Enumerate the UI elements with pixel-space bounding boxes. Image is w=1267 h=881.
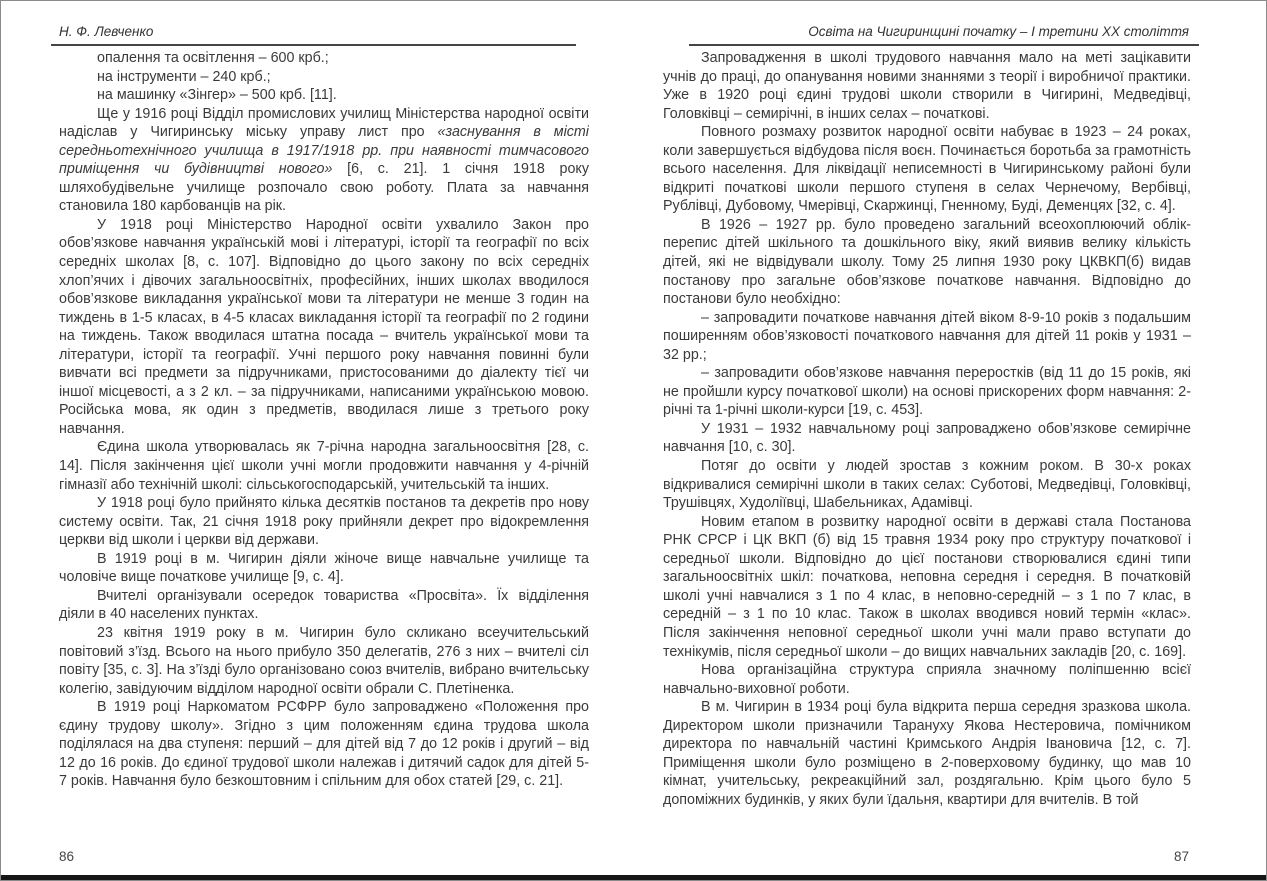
page-number-right: 87	[1173, 849, 1189, 864]
running-header-author: Н. Ф. Левченко	[59, 24, 154, 39]
page-number-left: 86	[59, 849, 75, 864]
paragraph: Повного розмаху розвиток народної освіти набуває в 1923 – 24 роках, коли завершується відбудова після воєн. Починається боротьба за грамотність всього населення. Для ліквідації неписемності в Чигиринському районі були відкриті початкові школи першого ступеня в селах Чернечому, Вербівці, Рублівці, Дубовому, Чмерівці, Скаржинці, Гненному, Буді, Деменцях [32, с. 4].	[663, 124, 1191, 215]
paragraph: – запровадити обов’язкове навчання переростків (від 11 до 15 років, які не пройшли курсу початкової школи) на основі прискорених форм навчання: 2-річні та 1-річні школи-курси [19, с. 453].	[663, 365, 1191, 419]
cost-list-line: на машинку «Зінгер» – 500 крб. [11].	[97, 87, 337, 104]
paragraph: Запровадження в школі трудового навчання мало на меті зацікавити учнів до праці, до опанування новими знаннями з теорії і виробничої практики. Уже в 1920 році єдині трудові школи створили в Чигирині, Медведівці, Головківці – семирічні, в інших селах – початкові.	[663, 50, 1191, 122]
paragraph: У 1931 – 1932 навчальному році запроваджено обов’язкове семирічне навчання [10, с. 30].	[663, 420, 1191, 456]
paragraph: 23 квітня 1919 року в м. Чигирин було скликано всеучительський повітовий з’їзд. Всього на нього прибуло 350 делегатів, 276 з них – вчителі сіл повіту [35, с. 3]. На з’їзді було організовано союз вчителів, вибрано вчительську колегію, завідуючим відділом народної освіти обрали С. Плетіненка.	[59, 624, 589, 697]
paragraph: У 1918 році Міністерство Народної освіти ухвалило Закон про обов’язкове навчання українській мові і літературі, історії та географії по всіх середніх школах [8, с. 107]. Відповідно до цього закону по всіх середніх хлоп’ячих і дівочих загальноосвітніх, професійних, інших школах вводилося обов’язкове викладання української мови та літератури не менше 3 годин на тиждень в 1-5 класах, в 4-5 класах викладання історії та географії по 2 години на тиждень. Також вводилася штатна посада – вчитель української мови та літератури, історії та географії. Учні першого року навчання повинні були вивчати всі предмети за підручниками, пристосованими до діалекту тієї чи іншої місцевості, а з 2 кл. – за підручниками, написаними українською мовою. Російська мова, як один з предметів, вводилася лише з третього року навчання.	[59, 216, 589, 437]
quoted-italic-text: «заснування в місті середньотехнічного училища в 1917/1918 рр. при наявності тимчасового приміщення чи будівництві нового»	[59, 124, 589, 178]
paragraph: – запровадити початкове навчання дітей віком 8-9-10 років з подальшим поширенням обов’язковості початкового навчання для дітей 11 років у 1931 – 32 рр.;	[663, 309, 1191, 363]
paragraph: Єдина школа утворювалась як 7-річна народна загальноосвітня [28, с. 14]. Після закінчення цієї школи учні могли продовжити навчання у 4-річній гімназії або технічній школі: сільськогосподарській, учительській та інших.	[59, 439, 589, 493]
paragraph: В м. Чигирин в 1934 році була відкрита перша середня зразкова школа. Директором школи призначили Тарануху Якова Нестеровича, помічником директора по навчальній частині Кримського Андрія Івановича [12, с. 7]. Приміщення школи було розміщено в 2-поверховому будинку, що мав 10 кімнат, учительську, рекреакційний зал, роздягальню. Крім цього було 5 допоміжних будинків, у яких були їдальня, квартири для вчителів. В той	[663, 699, 1191, 808]
header-rule-left	[51, 44, 576, 46]
scan-bottom-bar	[1, 875, 1266, 880]
text-column-right	[663, 49, 1191, 849]
paragraph: У 1918 році було прийнято кілька десятків постанов та декретів про нову систему освіти. Так, 21 січня 1918 року прийняли декрет про відокремлення церкви від школи і церкви від держави.	[59, 495, 589, 549]
paragraph: Вчителі організували осередок товариства «Просвіта». Їх відділення діяли в 40 населених пунктах.	[59, 587, 589, 623]
paragraph: Нова організаційна структура сприяла значному поліпшенню всієї навчально-виховної роботи.	[663, 662, 1191, 697]
cost-list-line: на інструменти – 240 крб.;	[97, 68, 271, 85]
paragraph	[59, 105, 589, 216]
text-column-left	[59, 49, 589, 849]
paragraph: В 1926 – 1927 рр. було проведено загальний всеохоплюючий облік-перепис дітей шкільного та дошкільного віку, який виявив велику кількість дітей, які не відвідували школу. Тому 25 липня 1930 року ЦКВКП(б) видав постанову про загальне обов’язкове початкове навчання. Відповідно до постанови було необхідно:	[663, 216, 1191, 308]
paragraph-text: [6, с. 21]. 1 січня 1918 року шляхобудівельне училище розпочало свою роботу. Плата за навчання становила 180 карбованців на рік.	[59, 161, 589, 215]
paragraph: В 1919 році Наркоматом РСФРР було запроваджено «Положення про єдину трудову школу». Згідно з цим положенням єдина трудова школа поділялася на два ступеня: перший – для дітей від 7 до 12 років і другий – від 12 до 16 років. До єдиної трудової школи належав і дитячий садок для дітей 5-7 років. Навчання було безкоштовним і спільним для обох статей [29, с. 21].	[59, 699, 589, 790]
paragraph: Потяг до освіти у людей зростав з кожним роком. В 30-х роках відкривалися семирічні школи в таких селах: Суботові, Медведівці, Головківці, Трушівцях, Худоліївці, Шабельниках, Адамівці.	[663, 458, 1191, 512]
running-header-title: Освіта на Чигиринщині початку – І третини ХХ століття	[808, 24, 1189, 39]
paragraph: Новим етапом в розвитку народної освіти в державі стала Постанова РНК СРСР і ЦК ВКП (б) від 15 травня 1934 року про структуру початкової і середньої школи. Відповідно до цієї постанови створювалися єдині типи загальноосвітніх шкіл: початкова, неповна середня і середня. В початковій школі учні навчалися з 1 по 4 клас, в неповно-середній – з 1 по 7 клас, в середній – з 1 по 10 клас. Також в школах вводився новий термін «клас». Після закінчення неповної середньої школи учні мали право вступати до технікумів, після середньої школи – до вищих навчальних закладів [20, с. 169].	[663, 513, 1191, 660]
cost-list-line: опалення та освітлення – 600 крб.;	[97, 50, 329, 66]
header-rule-right	[689, 44, 1199, 46]
paragraph: В 1919 році в м. Чигирин діяли жіноче вище навчальне училище та чоловіче вище початкове училище [9, с. 4].	[59, 550, 589, 586]
paragraph-text: Ще у 1916 році Відділ промислових училищ Міністерства народної освіти надіслав у Чигиринську міську управу лист про	[59, 105, 589, 141]
